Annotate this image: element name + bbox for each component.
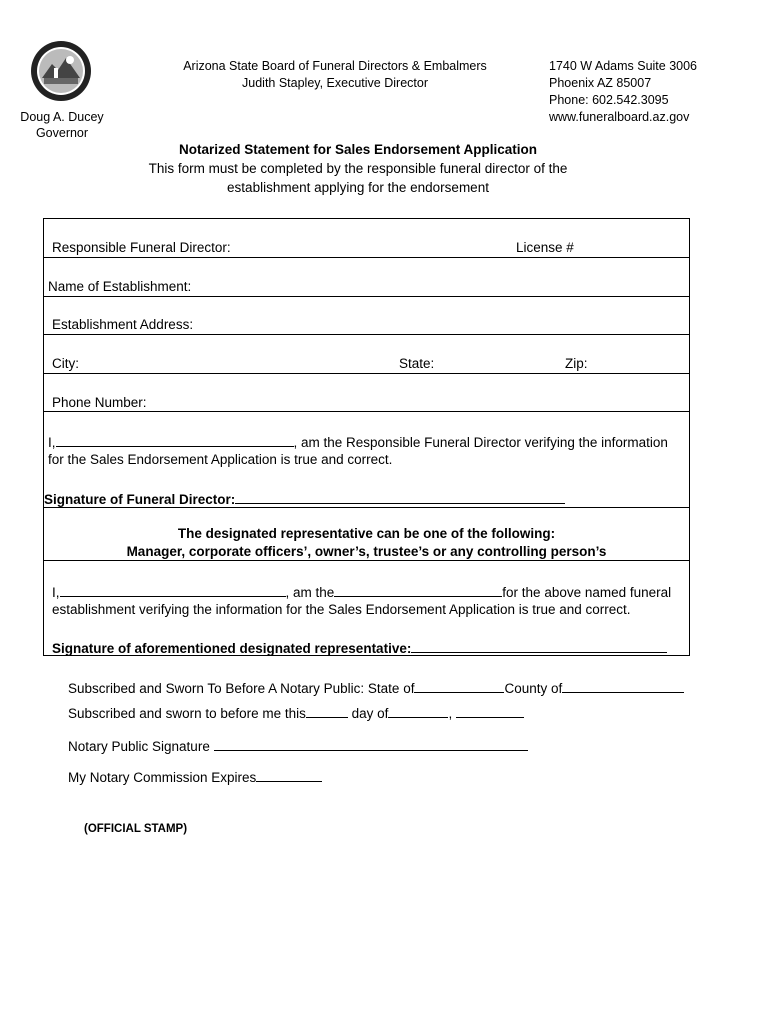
notary-signature-label: Notary Public Signature [68,739,210,754]
rep-signature-row [52,639,667,657]
rep-statement-text: for the above named funeral [502,585,672,600]
rep-statement [52,583,671,601]
notary-comma: , [448,706,453,721]
notary-date-row [68,704,524,722]
notary-signature-row [68,737,528,755]
row-divider [44,560,689,561]
executive-director: Judith Stapley, Executive Director [242,76,428,90]
state-label: State: [399,356,435,371]
form-subtitle-1: This form must be completed by the responsible funeral director of the [148,161,568,176]
director-signature-row [44,490,565,508]
designated-rep-heading-1: The designated representative can be one of the following: [177,526,556,541]
official-stamp-label: (OFFICIAL STAMP) [84,823,188,835]
notary-commission-row [68,768,322,786]
board-phone: Phone: 602.542.3095 [549,93,669,107]
rep-statement-am-the: , am the [285,585,335,600]
director-statement-line-2: for the Sales Endorsement Application is true and correct. [48,452,393,467]
row-divider [44,373,689,374]
director-name-blank[interactable] [56,433,294,447]
rep-statement-line-2: establishment verifying the information for the Sales Endorsement Application is true and correct. [52,602,631,617]
notary-month-blank[interactable] [388,704,448,718]
establishment-address-label: Establishment Address: [52,317,194,332]
notary-sworn-label: Subscribed and sworn to before me this [68,706,306,721]
notary-day-blank[interactable] [306,704,348,718]
row-divider [44,411,689,412]
notary-signature-blank[interactable] [214,737,528,751]
director-statement-prefix: I, [48,435,56,450]
notary-county-label: County of [504,681,563,696]
director-signature-label: Signature of Funeral Director: [44,492,236,507]
address-line-1: 1740 W Adams Suite 3006 [549,59,698,73]
notary-day-of-label: day of [351,706,389,721]
address-line-2: Phoenix AZ 85007 [549,76,652,90]
director-statement-text: , am the Responsible Funeral Director verifying the information [293,435,668,450]
phone-number-label: Phone Number: [52,395,147,410]
governor-name: Doug A. Ducey [20,110,104,124]
city-label: City: [52,356,79,371]
rep-statement-prefix: I, [52,585,60,600]
board-name: Arizona State Board of Funeral Directors & Embalmers [183,59,487,73]
zip-label: Zip: [565,356,588,371]
state-seal-logo [30,40,92,102]
license-label: License # [516,240,574,255]
establishment-name-label: Name of Establishment: [48,279,192,294]
notary-year-blank[interactable] [456,704,524,718]
rep-name-blank[interactable] [60,583,286,597]
board-website[interactable]: www.funeralboard.az.gov [549,110,690,124]
notary-state-county-row [68,679,684,697]
form-title: Notarized Statement for Sales Endorsement Application [178,142,538,157]
designated-rep-heading-2: Manager, corporate officers’, owner’s, trustee’s or any controlling person’s [126,544,607,559]
application-form-box [43,218,690,656]
notary-commission-label: My Notary Commission Expires [68,770,257,785]
form-subtitle-2: establishment applying for the endorsement [227,180,489,195]
row-divider [44,257,689,258]
rep-signature-blank[interactable] [411,639,667,653]
notary-state-blank[interactable] [414,679,504,693]
notary-state-label: Subscribed and Sworn To Before A Notary Public: State of [68,681,415,696]
responsible-director-label: Responsible Funeral Director: [52,240,231,255]
rep-signature-label: Signature of aforementioned designated representative: [52,641,412,656]
notary-commission-blank[interactable] [256,768,322,782]
rep-title-blank[interactable] [334,583,502,597]
row-divider [44,334,689,335]
director-signature-blank[interactable] [235,490,565,504]
notary-county-blank[interactable] [562,679,684,693]
governor-title: Governor [35,126,89,140]
director-statement [48,433,668,451]
row-divider [44,296,689,297]
